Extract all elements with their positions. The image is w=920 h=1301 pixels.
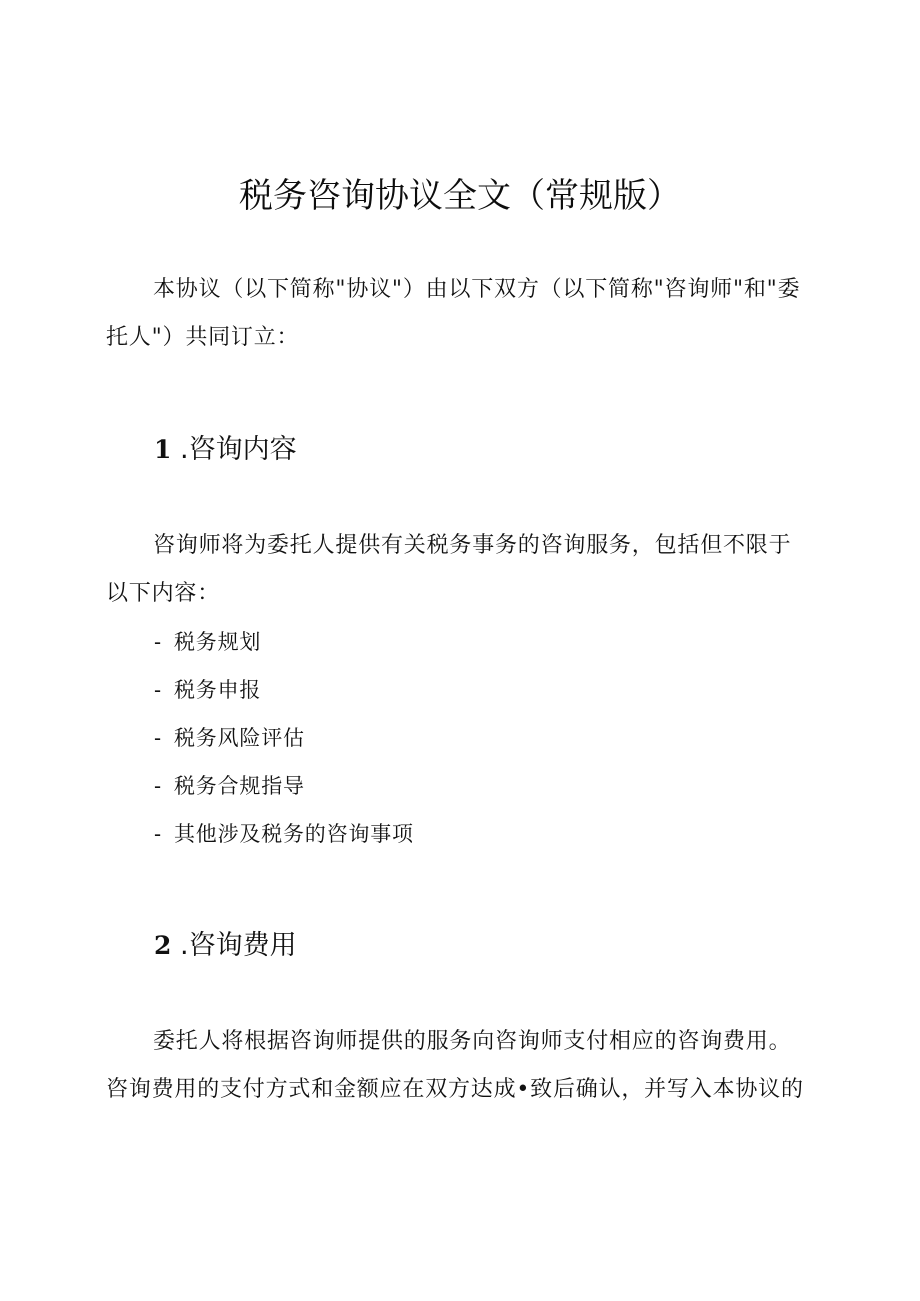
list-item: - 税务规划 bbox=[154, 618, 414, 666]
intro-line-2: 托人"）共同订立： bbox=[106, 325, 300, 350]
dash-marker: - bbox=[154, 822, 162, 846]
section-2-line-2: 咨询费用的支付方式和金额应在双方达成•致后确认，并写入本协议的 bbox=[106, 1077, 804, 1102]
dash-marker: - bbox=[154, 678, 162, 702]
section-2-line-1: 委托人将根据咨询师提供的服务向咨询师支付相应的咨询费用。 bbox=[153, 1029, 792, 1054]
document-title: 税务咨询协议全文（常规版） bbox=[239, 176, 681, 216]
list-item: - 其他涉及税务的咨询事项 bbox=[154, 810, 414, 858]
section-1-title: .咨询内容 bbox=[180, 434, 297, 465]
section-1-paragraph bbox=[106, 522, 818, 618]
section-2-title: .咨询费用 bbox=[180, 930, 297, 961]
section-2-heading bbox=[154, 926, 297, 966]
intro-paragraph bbox=[106, 266, 818, 362]
intro-line-1: 本协议（以下简称"协议"）由以下双方（以下简称"咨询师"和"委 bbox=[153, 277, 801, 302]
dash-marker: - bbox=[154, 774, 162, 798]
dash-marker: - bbox=[154, 630, 162, 654]
list-item: - 税务申报 bbox=[154, 666, 414, 714]
consulting-items-list bbox=[154, 618, 414, 858]
section-2-paragraph bbox=[106, 1018, 818, 1114]
section-2-number: 2 bbox=[154, 931, 172, 960]
section-1-number: 1 bbox=[154, 435, 172, 464]
list-item: - 税务合规指导 bbox=[154, 762, 414, 810]
section-1-line-1: 咨询师将为委托人提供有关税务事务的咨询服务，包括但不限于 bbox=[153, 533, 792, 558]
section-1-heading bbox=[154, 430, 297, 470]
dash-marker: - bbox=[154, 726, 162, 750]
section-1-line-2: 以下内容： bbox=[106, 581, 221, 606]
list-item: - 税务风险评估 bbox=[154, 714, 414, 762]
